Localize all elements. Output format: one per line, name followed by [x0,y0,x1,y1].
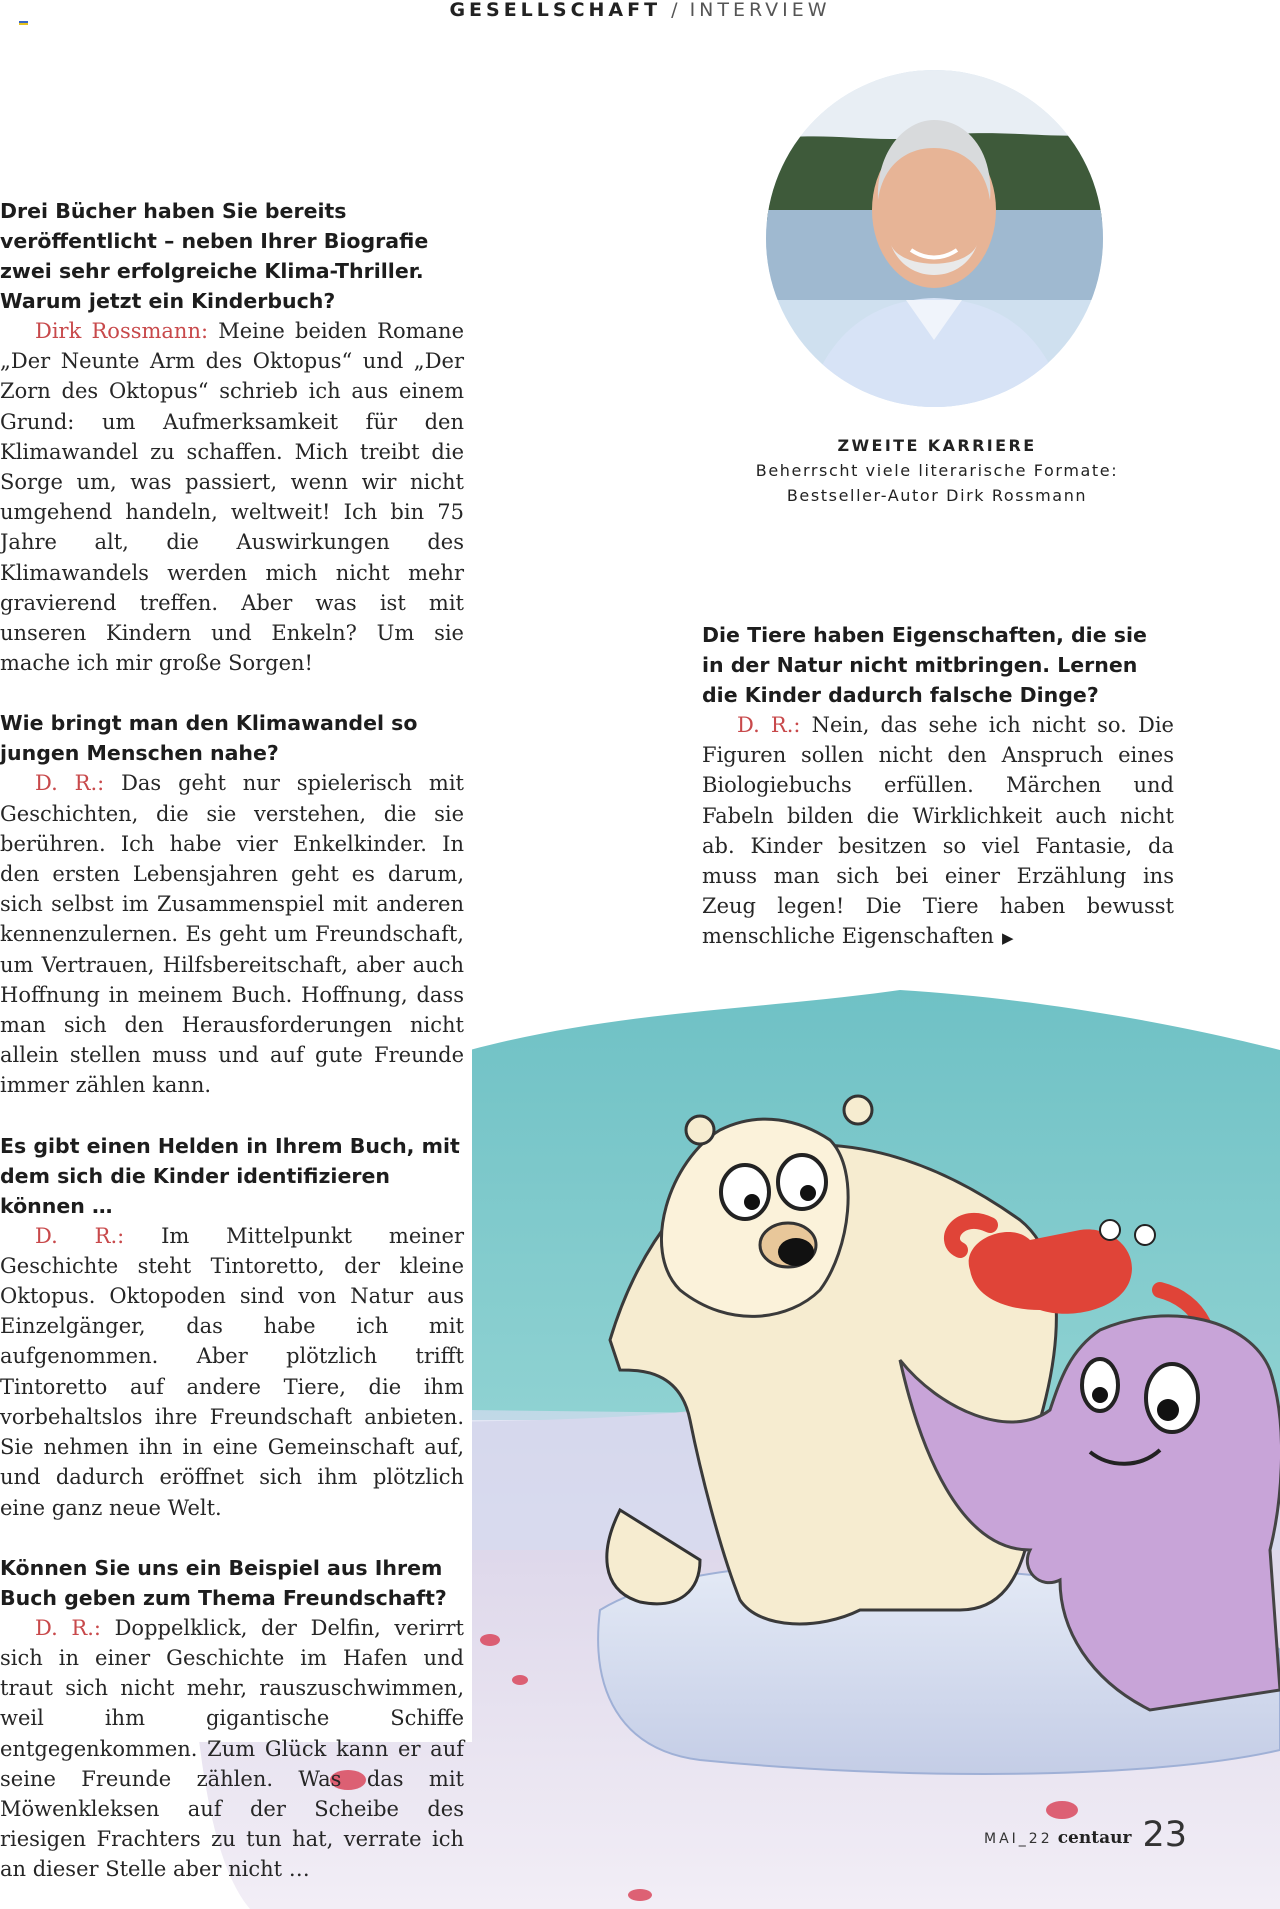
answer-3 [0,1221,464,1523]
answer-text: Im Mittelpunkt meiner Geschichte steht Tintoretto, der kleine Oktopus. Oktopoden sind von Natur aus Einzelgänger, das habe ich mit aufgenommen. Aber plötzlich trifft Tintoretto auf andere Tiere, die ihm vorbehaltslos ihre Freundschaft anbieten. Sie nehmen ihn in eine Gemeinschaft auf, und dadurch eröffnet sich ihm plötzlich eine ganz neue Welt. [0,1223,464,1520]
page-number: 23 [1142,1815,1188,1855]
question-3: Es gibt einen Helden in Ihrem Buch, mit dem sich die Kinder identifizieren können … [0,1133,460,1218]
caption-title: ZWEITE KARRIERE [837,436,1037,455]
header-subsection: INTERVIEW [689,0,831,21]
header-section: GESELLSCHAFT [449,0,662,21]
page-footer [984,1815,1187,1859]
speaker-label: D. R.: [35,1223,125,1248]
corner-color-mark [19,21,28,26]
caption-line-2: Bestseller-Autor Dirk Rossmann [786,486,1088,505]
speaker-label: Dirk Rossmann: [35,319,209,343]
right-column [702,620,1174,954]
question-5: Die Tiere haben Eigenschaften, die sie in der Natur nicht mitbringen. Lernen die Kinder dadurch falsche Dinge? [702,623,1147,707]
answer-text: Doppelklick, der Delfin, verirrt sich in einer Geschichte im Hafen und traut sich nicht mehr, rauszuschwimmen, weil ihm gigantische Schiffe entgegenkommen. Zum Glück kann er auf seine Freunde zählen. Was das mit Möwenkleksen auf der Scheibe des riesigen Frachters zu tun hat, verrate ich an dieser Stelle aber nicht … [0,1615,464,1882]
answer-2 [0,768,464,1100]
portrait-image [766,70,1103,407]
question-2: Wie bringt man den Klimawandel so jungen Menschen nahe? [0,711,418,766]
answer-4 [0,1613,464,1885]
continue-arrow-icon: ▶ [1001,929,1014,948]
section-header [0,0,1280,20]
left-column [0,196,464,1885]
answer-text: Das geht nur spielerisch mit Geschichten, die sie verstehen, die sie berühren. Ich habe vier Enkelkinder. In den ersten Lebensjahren geht es darum, sich selbst im Zusammenspiel mit anderen kennenzulernen. Es geht um Freundschaft, um Vertrauen, Hilfsbereitschaft, aber auch Hoffnung in meinem Buch. Hoffnung, dass man sich den Herausforderungen nicht allein stellen muss und auf gute Freunde immer zählen kann. [0,771,464,1098]
header-separator: / [671,0,680,21]
magazine-logo: centaur [1057,1828,1132,1848]
author-portrait [766,70,1103,407]
photo-caption [702,433,1172,508]
answer-1 [0,316,464,678]
question-4: Können Sie uns ein Beispiel aus Ihrem Buch geben zum Thema Freundschaft? [0,1555,447,1610]
speaker-label: D. R.: [35,771,105,796]
caption-line-1: Beherrscht viele literarische Formate: [755,461,1119,480]
answer-text: Nein, das sehe ich nicht so. Die Figuren sollen nicht den Anspruch eines Biologiebuchs erfüllen. Märchen und Fabeln bilden die Wirklichkeit auch nicht ab. Kinder besitzen so viel Fantasie, da muss man sich bei einer Erzählung ins Zeug legen! Die Tiere haben bewusst menschliche Eigenschaften [702,713,1174,949]
issue-label: MAI_22 [984,1831,1053,1847]
answer-text: Meine beiden Romane „Der Neunte Arm des Oktopus“ und „Der Zorn des Oktopus“ schrieb ich aus einem Grund: um Aufmerksamkeit für den Klimawandel zu schaffen. Mich treibt die Sorge um, was passiert, wenn wir nicht umgehend handeln, weltweit! Ich bin 75 Jahre alt, die Auswirkungen des Klimawandels werden mich nicht mehr gravierend treffen. Aber was ist mit unseren Kindern und Enkeln? Um sie mache ich mir große Sorgen! [0,319,464,676]
speaker-label: D. R.: [737,713,801,737]
speaker-label: D. R.: [35,1615,101,1640]
question-1: Drei Bücher haben Sie bereits veröffentlicht – neben Ihrer Biografie zwei sehr erfolgreiche Klima-Thriller. Warum jetzt ein Kinderbuch? [0,199,429,313]
answer-5 [702,710,1174,954]
